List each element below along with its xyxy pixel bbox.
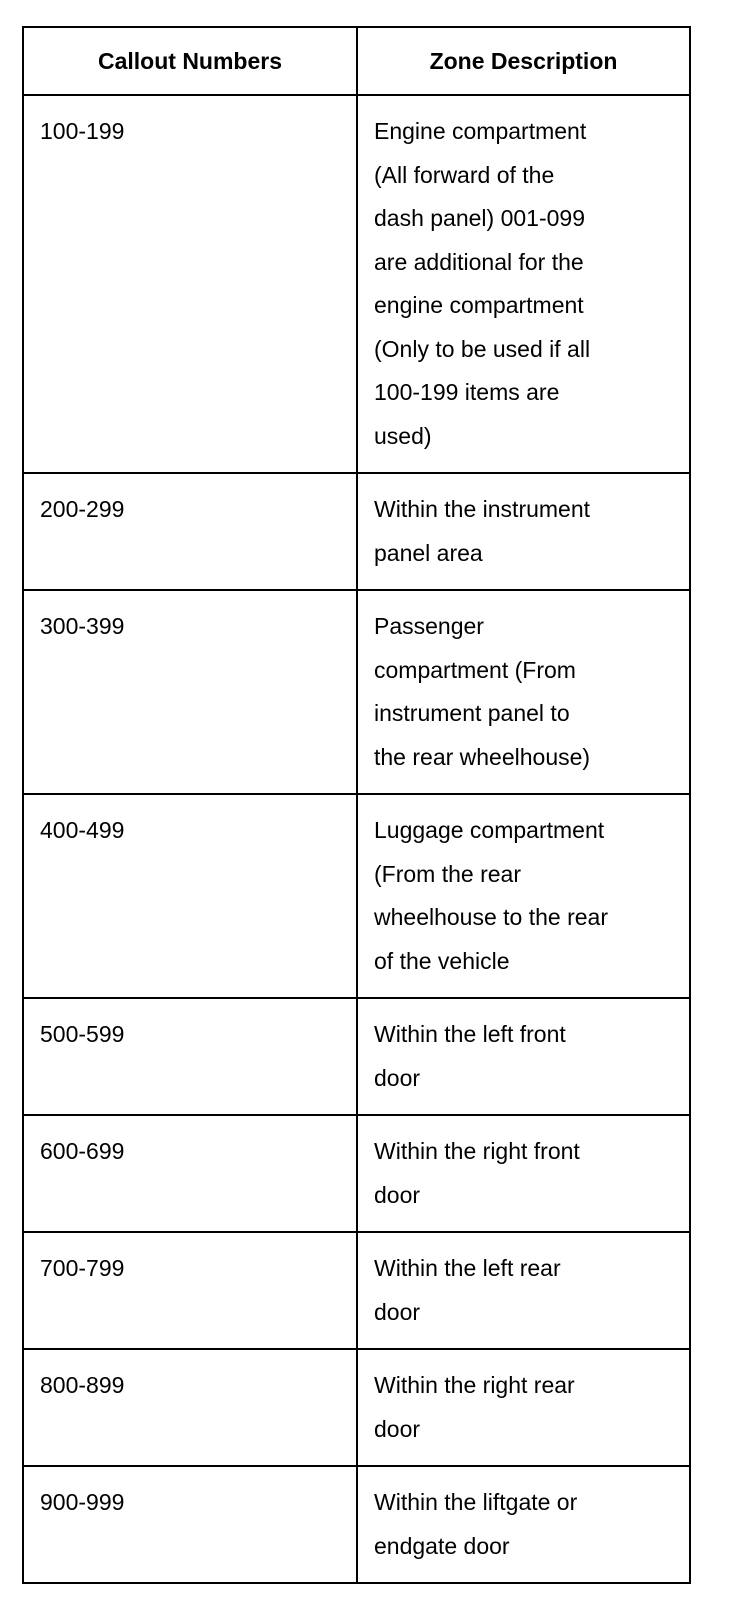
callout-cell: 300-399 [23, 590, 357, 794]
callout-cell: 600-699 [23, 1115, 357, 1232]
table-row [23, 1349, 690, 1466]
zone-table [22, 26, 691, 1584]
table-row [23, 998, 690, 1115]
zone-cell: Luggage compartment (From the rear wheelhouse to the rear of the vehicle [357, 794, 690, 998]
zone-cell: Within the liftgate or endgate door [357, 1466, 690, 1583]
zone-cell: Within the left front door [357, 998, 690, 1115]
callout-cell: 500-599 [23, 998, 357, 1115]
header-zone-description: Zone Description [357, 27, 690, 95]
callout-cell: 200-299 [23, 473, 357, 590]
table-row [23, 95, 690, 473]
zone-cell: Within the left rear door [357, 1232, 690, 1349]
callout-cell: 700-799 [23, 1232, 357, 1349]
table-row [23, 1115, 690, 1232]
table-row [23, 1232, 690, 1349]
zone-cell: Within the right front door [357, 1115, 690, 1232]
zone-cell: Within the right rear door [357, 1349, 690, 1466]
callout-cell: 100-199 [23, 95, 357, 473]
zone-cell: Within the instrument panel area [357, 473, 690, 590]
header-callout-numbers: Callout Numbers [23, 27, 357, 95]
table-row [23, 473, 690, 590]
callout-cell: 800-899 [23, 1349, 357, 1466]
table-row [23, 590, 690, 794]
callout-cell: 900-999 [23, 1466, 357, 1583]
table-header [23, 27, 690, 95]
callout-cell: 400-499 [23, 794, 357, 998]
header-row [23, 27, 690, 95]
table-row [23, 1466, 690, 1583]
table-row [23, 794, 690, 998]
zone-cell: Passenger compartment (From instrument panel to the rear wheelhouse) [357, 590, 690, 794]
table-body [23, 95, 690, 1583]
zone-cell: Engine compartment (All forward of the dash panel) 001-099 are additional for the engine compartment (Only to be used if all 100-199 items are used) [357, 95, 690, 473]
